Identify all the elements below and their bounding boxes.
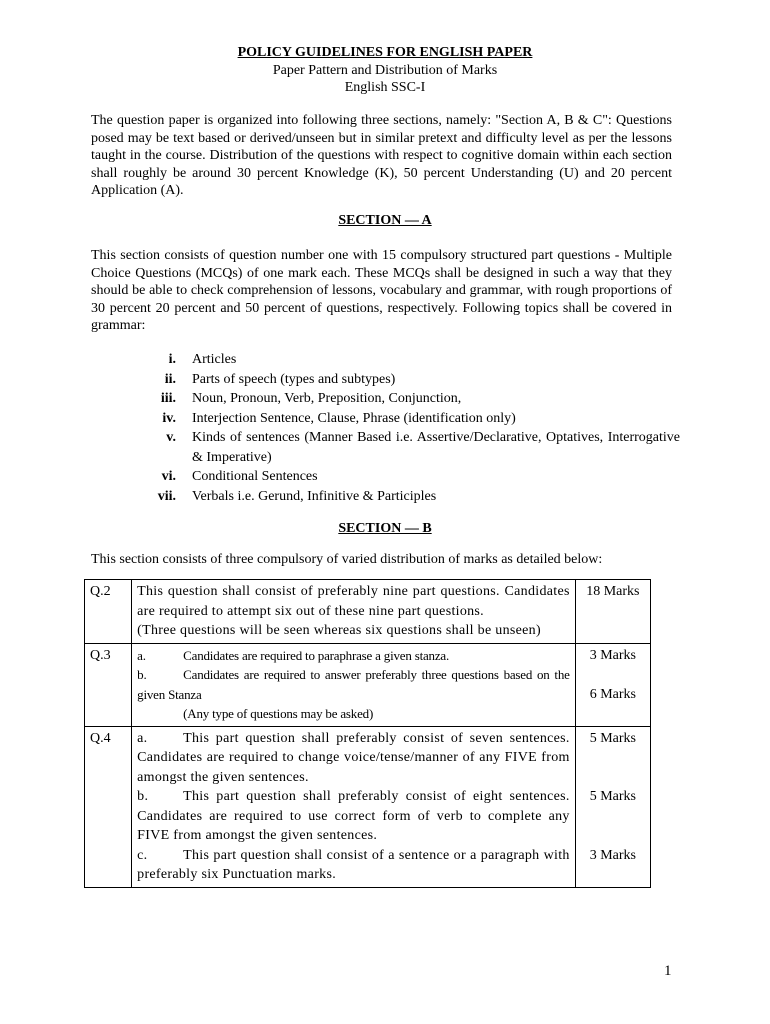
page-number: 1 (664, 963, 672, 979)
list-item (120, 467, 680, 487)
list-text: Verbals i.e. Gerund, Infinitive & Participles (192, 488, 437, 504)
question-description (132, 643, 576, 726)
section-b-heading: SECTION — B (338, 521, 432, 536)
part-label: a. (137, 730, 148, 746)
part-label: c. (137, 847, 148, 863)
document-subtitle: Paper Pattern and Distribution of Marks (272, 63, 498, 78)
marks-value: 5 Marks (589, 789, 636, 804)
question-number: Q.4 (85, 726, 132, 887)
part-label: b. (137, 667, 147, 682)
question-text: This question shall consist of preferably nine part questions. Candidates are required to attempt six out of these nine part questions. (137, 584, 570, 619)
list-number: vii. (157, 488, 176, 504)
list-number: ii. (164, 371, 176, 387)
section-a-heading: SECTION — A (338, 213, 432, 228)
part-label: b. (137, 789, 149, 804)
list-text: Parts of speech (types and subtypes) (192, 371, 396, 387)
list-item (120, 389, 680, 409)
grammar-topics-list (120, 350, 680, 506)
part-text: This part question shall preferably consist of eight sentences. Candidates are required to use correct form of verb to complete any FIVE from amongst the given sentences. (137, 789, 570, 843)
part-text: Candidates are required to paraphrase a given stanza. (183, 647, 450, 663)
table-row (85, 726, 651, 887)
marks-cell (575, 726, 650, 887)
list-text: Interjection Sentence, Clause, Phrase (identification only) (192, 410, 516, 426)
question-note: (Any type of questions may be asked) (183, 706, 374, 721)
question-description (132, 580, 576, 644)
table-row (85, 643, 651, 726)
marks-cell (575, 580, 650, 644)
document-course: English SSC-I (344, 80, 426, 95)
list-text: Kinds of sentences (Manner Based i.e. Assertive/Declarative, Optatives, Interrogative & Imperative) (192, 430, 680, 465)
marks-distribution-table (84, 579, 651, 888)
question-part (137, 846, 570, 885)
question-part (137, 665, 570, 704)
list-text: Noun, Pronoun, Verb, Preposition, Conjunction, (192, 391, 462, 406)
list-item (120, 487, 680, 507)
part-text: This part question shall consist of a sentence or a paragraph with preferably six Punctuation marks. (137, 847, 570, 882)
marks-value: 3 Marks (589, 647, 636, 663)
marks-value: 18 Marks (586, 584, 640, 599)
list-text: Articles (192, 352, 237, 367)
table-row (85, 580, 651, 644)
intro-paragraph: The question paper is organized into following three sections, namely: "Section A, B & C": Questions posed may be text based or derived/unseen but in similar pretext and difficulty level as per the lessons taught in the course. Distribution of the questions with respect to cognitive domain within each section shall roughly be around 30 percent Knowledge (K), 50 percent Understanding (U) and 20 percent Application (A). (91, 113, 672, 198)
list-number: iii. (160, 391, 176, 406)
question-part (137, 646, 570, 666)
list-number: vi. (161, 469, 176, 484)
section-a-paragraph: This section consists of question number one with 15 compulsory structured part questions - Multiple Choice Questions (MCQs) of one mark each. These MCQs shall be designed in such a way that they should be able to check comprehension of lessons, vocabulary and grammar, with rough proportions of 30 percent 20 percent and 50 percent of questions, respectively. Following topics shall be covered in grammar: (91, 248, 672, 333)
question-note: (Three questions will be seen whereas six questions shall be unseen) (137, 623, 541, 638)
part-text: This part question shall preferably consist of seven sentences. Candidates are required to change voice/tense/manner of any FIVE from amongst the given sentences. (137, 730, 570, 785)
marks-cell (575, 643, 650, 726)
marks-value: 5 Marks (589, 730, 636, 746)
list-number: iv. (162, 410, 176, 426)
question-part (137, 729, 570, 788)
list-item (120, 428, 680, 467)
list-item (120, 409, 680, 429)
list-text: Conditional Sentences (192, 469, 318, 484)
question-description (132, 726, 576, 887)
part-label: a. (137, 647, 146, 663)
list-item (120, 350, 680, 370)
marks-value: 3 Marks (589, 847, 636, 863)
list-number: v. (166, 430, 176, 445)
marks-value: 6 Marks (589, 686, 636, 702)
question-part (137, 787, 570, 846)
list-item (120, 370, 680, 390)
list-number: i. (168, 352, 176, 367)
section-b-paragraph: This section consists of three compulsory of varied distribution of marks as detailed below: (91, 552, 603, 567)
document-title: POLICY GUIDELINES FOR ENGLISH PAPER (237, 45, 533, 60)
part-text: Candidates are required to answer preferably three questions based on the given Stanza (137, 667, 570, 702)
question-number: Q.3 (85, 643, 132, 726)
question-number: Q.2 (85, 580, 132, 644)
